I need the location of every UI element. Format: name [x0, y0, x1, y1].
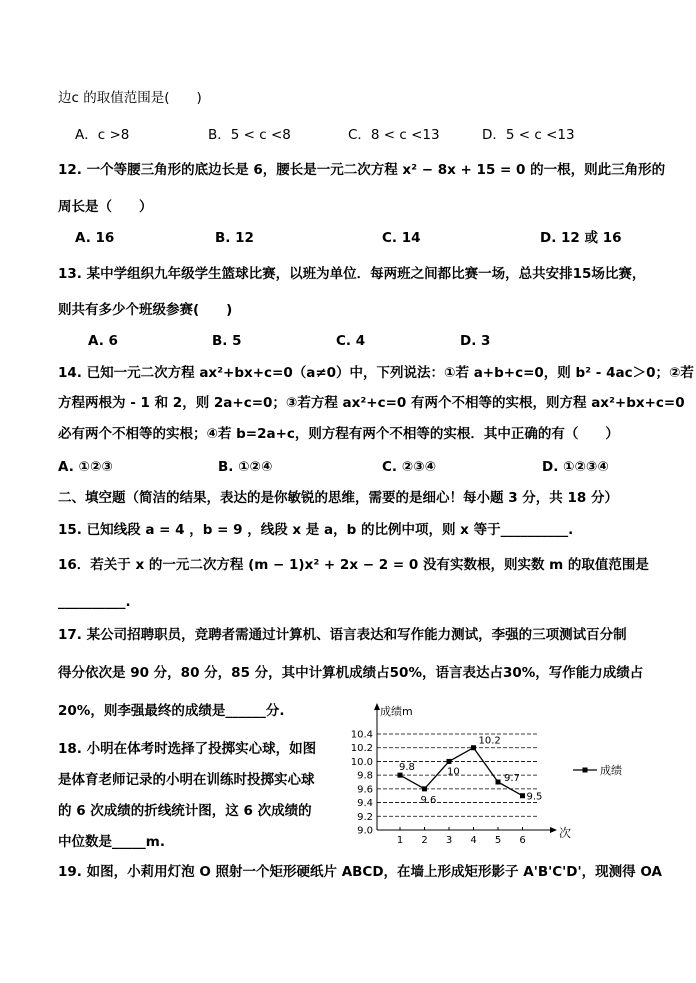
data-label: 9.5: [526, 791, 543, 803]
data-label: 10: [447, 766, 460, 778]
y-tick-label: 10.2: [350, 743, 373, 755]
q14-option-c: C. ②③④: [382, 459, 437, 475]
q14-option-d: D. ①②③④: [542, 459, 609, 475]
legend-label: 成绩: [600, 764, 622, 777]
data-point: [447, 759, 452, 764]
q12-line-1: 12. 一个等腰三角形的底边长是 6，腰长是一元二次方程 x² − 8x + 15 = 0 的一根，则此三角形的: [58, 162, 666, 178]
q11-option-c: C．8 < c <13: [348, 127, 440, 143]
data-label: 10.2: [478, 735, 501, 747]
data-label: 9.6: [420, 794, 437, 806]
q14-line-1: 14. 已知一元二次方程 ax²+bx+c=0（a≠0）中，下列说法：①若 a+b+c=0，则 b² - 4ac＞0；②若: [58, 365, 694, 381]
q13-line-2: 则共有多少个班级参赛( ): [58, 302, 233, 318]
x-tick-label: 5: [494, 835, 502, 846]
q17-line-1: 17. 某公司招聘职员，竞聘者需通过计算机、语言表达和写作能力测试，李强的三项测试百分制: [58, 627, 627, 643]
x-axis-arrow: [550, 827, 557, 833]
q13-option-c: C. 4: [336, 333, 366, 349]
section-2-heading: 二、填空题（简洁的结果，表达的是你敏锐的思维，需要的是细心！每小题 3 分，共 18 分）: [58, 490, 618, 506]
q11-option-d: D．5 < c <13: [482, 127, 575, 143]
y-tick-label: 9.8: [357, 770, 373, 782]
q14-line-3: 必有两个不相等的实根；④若 b=2a+c，则方程有两个不相等的实根．其中正确的有（ ）: [58, 426, 619, 442]
q14-option-a: A. ①②③: [58, 459, 113, 475]
chart-legend: [573, 763, 622, 777]
q12-option-b: B. 12: [215, 230, 254, 246]
q11-option-a: A．c >8: [75, 127, 130, 143]
score-line-chart: [330, 698, 660, 848]
q12-option-a: A. 16: [75, 230, 115, 246]
y-tick-label: 9.2: [357, 811, 373, 823]
q18-line-4: 中位数是_____m.: [58, 834, 165, 850]
q16-line-1: 16．若关于 x 的一元二次方程 (m − 1)x² + 2x − 2 = 0 没有实数根，则实数 m 的取值范围是: [58, 557, 649, 573]
q19-line: 19. 如图，小莉用灯泡 O 照射一个矩形硬纸片 ABCD，在墙上形成矩形影子 A'B'C'D'，现测得 OA: [58, 864, 662, 880]
y-tick-label: 10.0: [350, 756, 373, 768]
q17-line-2: 得分依次是 90 分，80 分，85 分，其中计算机成绩占50%，语言表达占30%，写作能力成绩占: [58, 665, 644, 681]
y-tick-label: 9.0: [357, 825, 373, 837]
q14-option-b: B. ①②④: [218, 459, 273, 475]
q12-option-c: C. 14: [382, 230, 421, 246]
q18-line-2: 是体育老师记录的小明在训练时投掷实心球: [58, 772, 315, 788]
legend-marker: [583, 768, 588, 773]
q18-line-1: 18. 小明在体考时选择了投掷实心球，如图: [58, 741, 317, 757]
x-tick-label: 4: [470, 835, 477, 846]
data-label: 9.7: [504, 773, 520, 784]
data-point: [422, 786, 427, 791]
q13-option-d: D. 3: [460, 333, 491, 349]
x-tick-label: 1: [396, 835, 404, 846]
y-axis-label: 成绩m: [380, 705, 413, 718]
q12-line-2: 周长是（ ）: [58, 199, 153, 215]
data-point: [398, 773, 403, 778]
q18-line-3: 的 6 次成绩的折线统计图，这 6 次成绩的: [58, 803, 312, 819]
data-label: 9.8: [399, 762, 415, 774]
x-tick-label: 2: [421, 835, 428, 846]
q11-stem: 边c 的取值范围是( ): [58, 90, 202, 106]
q12-option-d: D. 12 或 16: [540, 230, 622, 246]
x-tick-label: 3: [445, 835, 453, 846]
y-tick-label: 10.4: [350, 729, 373, 741]
data-point: [520, 793, 525, 798]
data-point: [471, 745, 476, 750]
q14-line-2: 方程两根为 - 1 和 2，则 2a+c=0；③若方程 ax²+c=0 有两个不相等的实根，则方程 ax²+bx+c=0: [58, 395, 685, 411]
chart-series: [398, 745, 526, 798]
q13-option-a: A. 6: [88, 333, 118, 349]
q17-line-3: 20%，则李强最终的成绩是______分.: [58, 703, 285, 719]
y-tick-label: 9.4: [357, 798, 373, 810]
x-tick-label: 6: [519, 835, 526, 846]
q11-option-b: B．5 < c <8: [208, 127, 291, 143]
chart-labels: [380, 704, 571, 840]
q13-option-b: B. 5: [212, 333, 242, 349]
y-tick-label: 9.6: [357, 784, 373, 796]
q13-line-1: 13. 某中学组织九年级学生篮球比赛，以班为单位．每两班之间都比赛一场，总共安排15场比赛，: [58, 266, 646, 282]
x-axis-label: 次: [559, 826, 572, 840]
q16-line-2: __________.: [58, 594, 131, 610]
data-point: [496, 780, 501, 785]
q15-line: 15. 已知线段 a = 4 ，b = 9 ，线段 x 是 a，b 的比例中项，则 x 等于__________.: [58, 522, 574, 538]
